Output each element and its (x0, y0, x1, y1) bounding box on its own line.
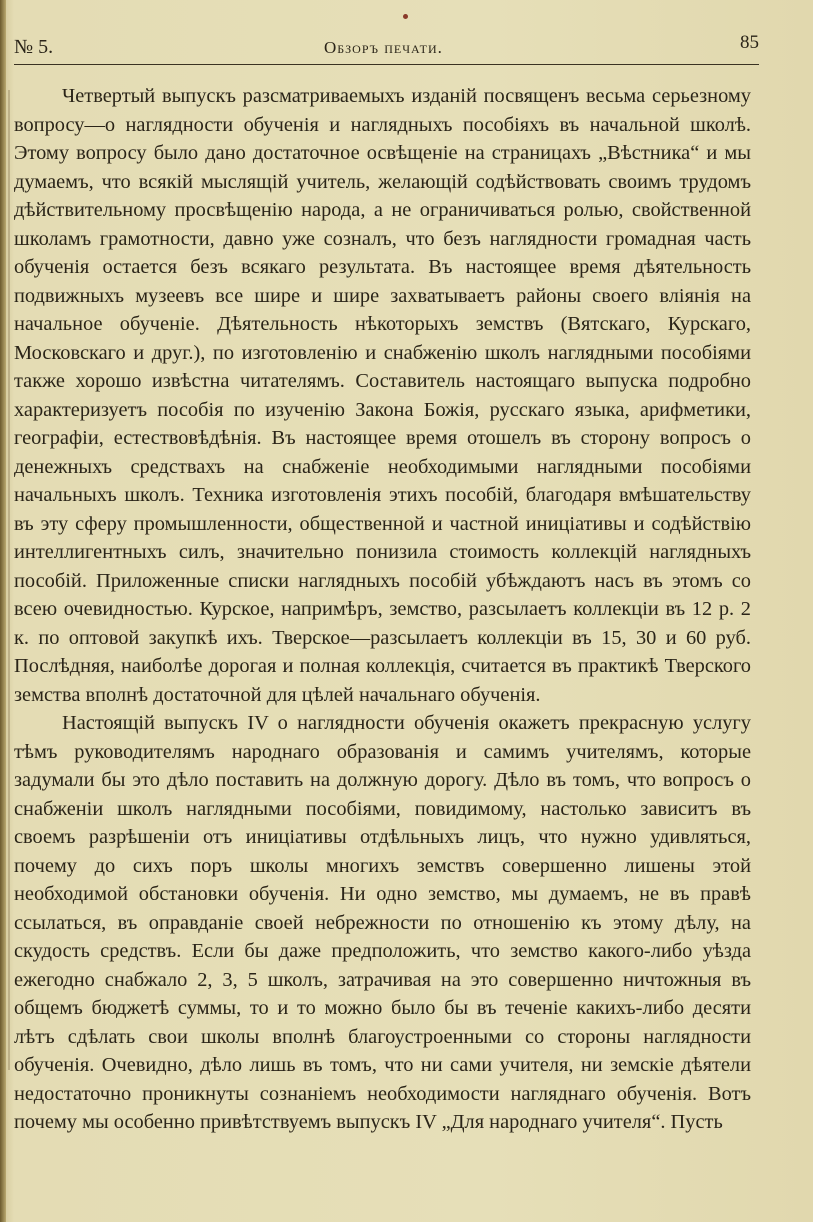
paragraph-2: Настоящій выпускъ IV о наглядности обученія окажетъ прекрасную услугу тѣмъ руководителямъ народнаго образованія и самимъ учителямъ, которые задумали бы это дѣло поставить на должную дорогу. Дѣло въ томъ, что вопросъ о снабженіи школъ наглядными пособіями, повидимому, настолько зависитъ въ своемъ разрѣшеніи отъ иниціативы отдѣльныхъ лицъ, что нужно удивляться, почему до сихъ поръ школы многихъ земствъ совершенно лишены этой необходимой обстановки обученія. Ни одно земство, мы думаемъ, не въ правѣ ссылаться, въ оправданіе своей небрежности по отношенію къ этому дѣлу, на скудость средствъ. Если бы даже предположить, что земство какого-либо уѣзда ежегодно снабжало 2, 3, 5 школъ, затрачивая на это совершенно ничтожныя въ общемъ бюджетѣ суммы, то и то можно было бы въ теченіе какихъ-либо десяти лѣтъ сдѣлать свои школы вполнѣ благоустроенными со стороны наглядности обученія. Очевидно, дѣло лишь въ томъ, что ни сами учителя, ни земскіе дѣятели недостаточно проникнуты сознаніемъ необходимости нагляднаго обученія. Вотъ почему мы особенно привѣтствуемъ выпускъ IV „Для народнаго учителя“. Пусть (14, 712, 751, 1133)
issue-number: № 5. (14, 36, 54, 58)
page-spine-edge (0, 0, 6, 1222)
paragraph-1: Четвертый выпускъ разсматриваемыхъ изданій посвященъ весьма серьезному вопросу—о наглядности обученія и наглядныхъ пособіяхъ въ начальной школѣ. Этому вопросу было дано достаточное освѣщеніе на страницахъ „Вѣстника“ и мы думаемъ, что всякій мыслящій учитель, желающій содѣйствовать своимъ трудомъ дѣйствительному просвѣщенію народа, а не ограничиваться ролью, свойственной школамъ грамотности, давно уже созналъ, что безъ наглядности громадная часть обученія остается безъ всякаго результата. Въ настоящее время дѣятельность подвижныхъ музеевъ все шире и шире захватываетъ районы своего вліянія на начальное обученіе. Дѣятельность нѣкоторыхъ земствъ (Вятскаго, Курскаго, Московскаго и друг.), по изготовленію и снабженію школъ наглядными пособіями также хорошо извѣстна читателямъ. Составитель настоящаго выпуска подробно характеризуетъ пособія по изученію Закона Божія, русскаго языка, арифметики, географіи, естествовѣдѣнія. Въ настоящее время отошелъ въ сторону вопросъ о денежныхъ средствахъ на снабженіе необходимыми наглядными пособіями начальныхъ школъ. Техника изготовленія этихъ пособій, благодаря вмѣшательству въ эту сферу промышленности, общественной и частной иниціативы и содѣйствію интеллигентныхъ силъ, значительно понизила стоимость коллекцій наглядныхъ пособій. Приложенные списки наглядныхъ пособій убѣждаютъ насъ въ этомъ со всею очевидностью. Курское, напримѣръ, земство, разсылаетъ коллекціи въ 12 р. 2 к. по оптовой закупкѣ ихъ. Тверское—разсылаетъ коллекціи въ 15, 30 и 60 руб. Послѣдняя, наиболѣе дорогая и полная коллекція, считается въ практикѣ Тверского земства вполнѣ достаточной для цѣлей начальнаго обученія. (14, 85, 751, 706)
ink-spot (403, 14, 408, 19)
article-body (14, 82, 751, 1137)
page-number: 85 (740, 32, 759, 53)
running-title: Обзоръ печати. (324, 38, 443, 57)
binding-shadow (8, 90, 10, 1070)
page-header (14, 34, 759, 65)
